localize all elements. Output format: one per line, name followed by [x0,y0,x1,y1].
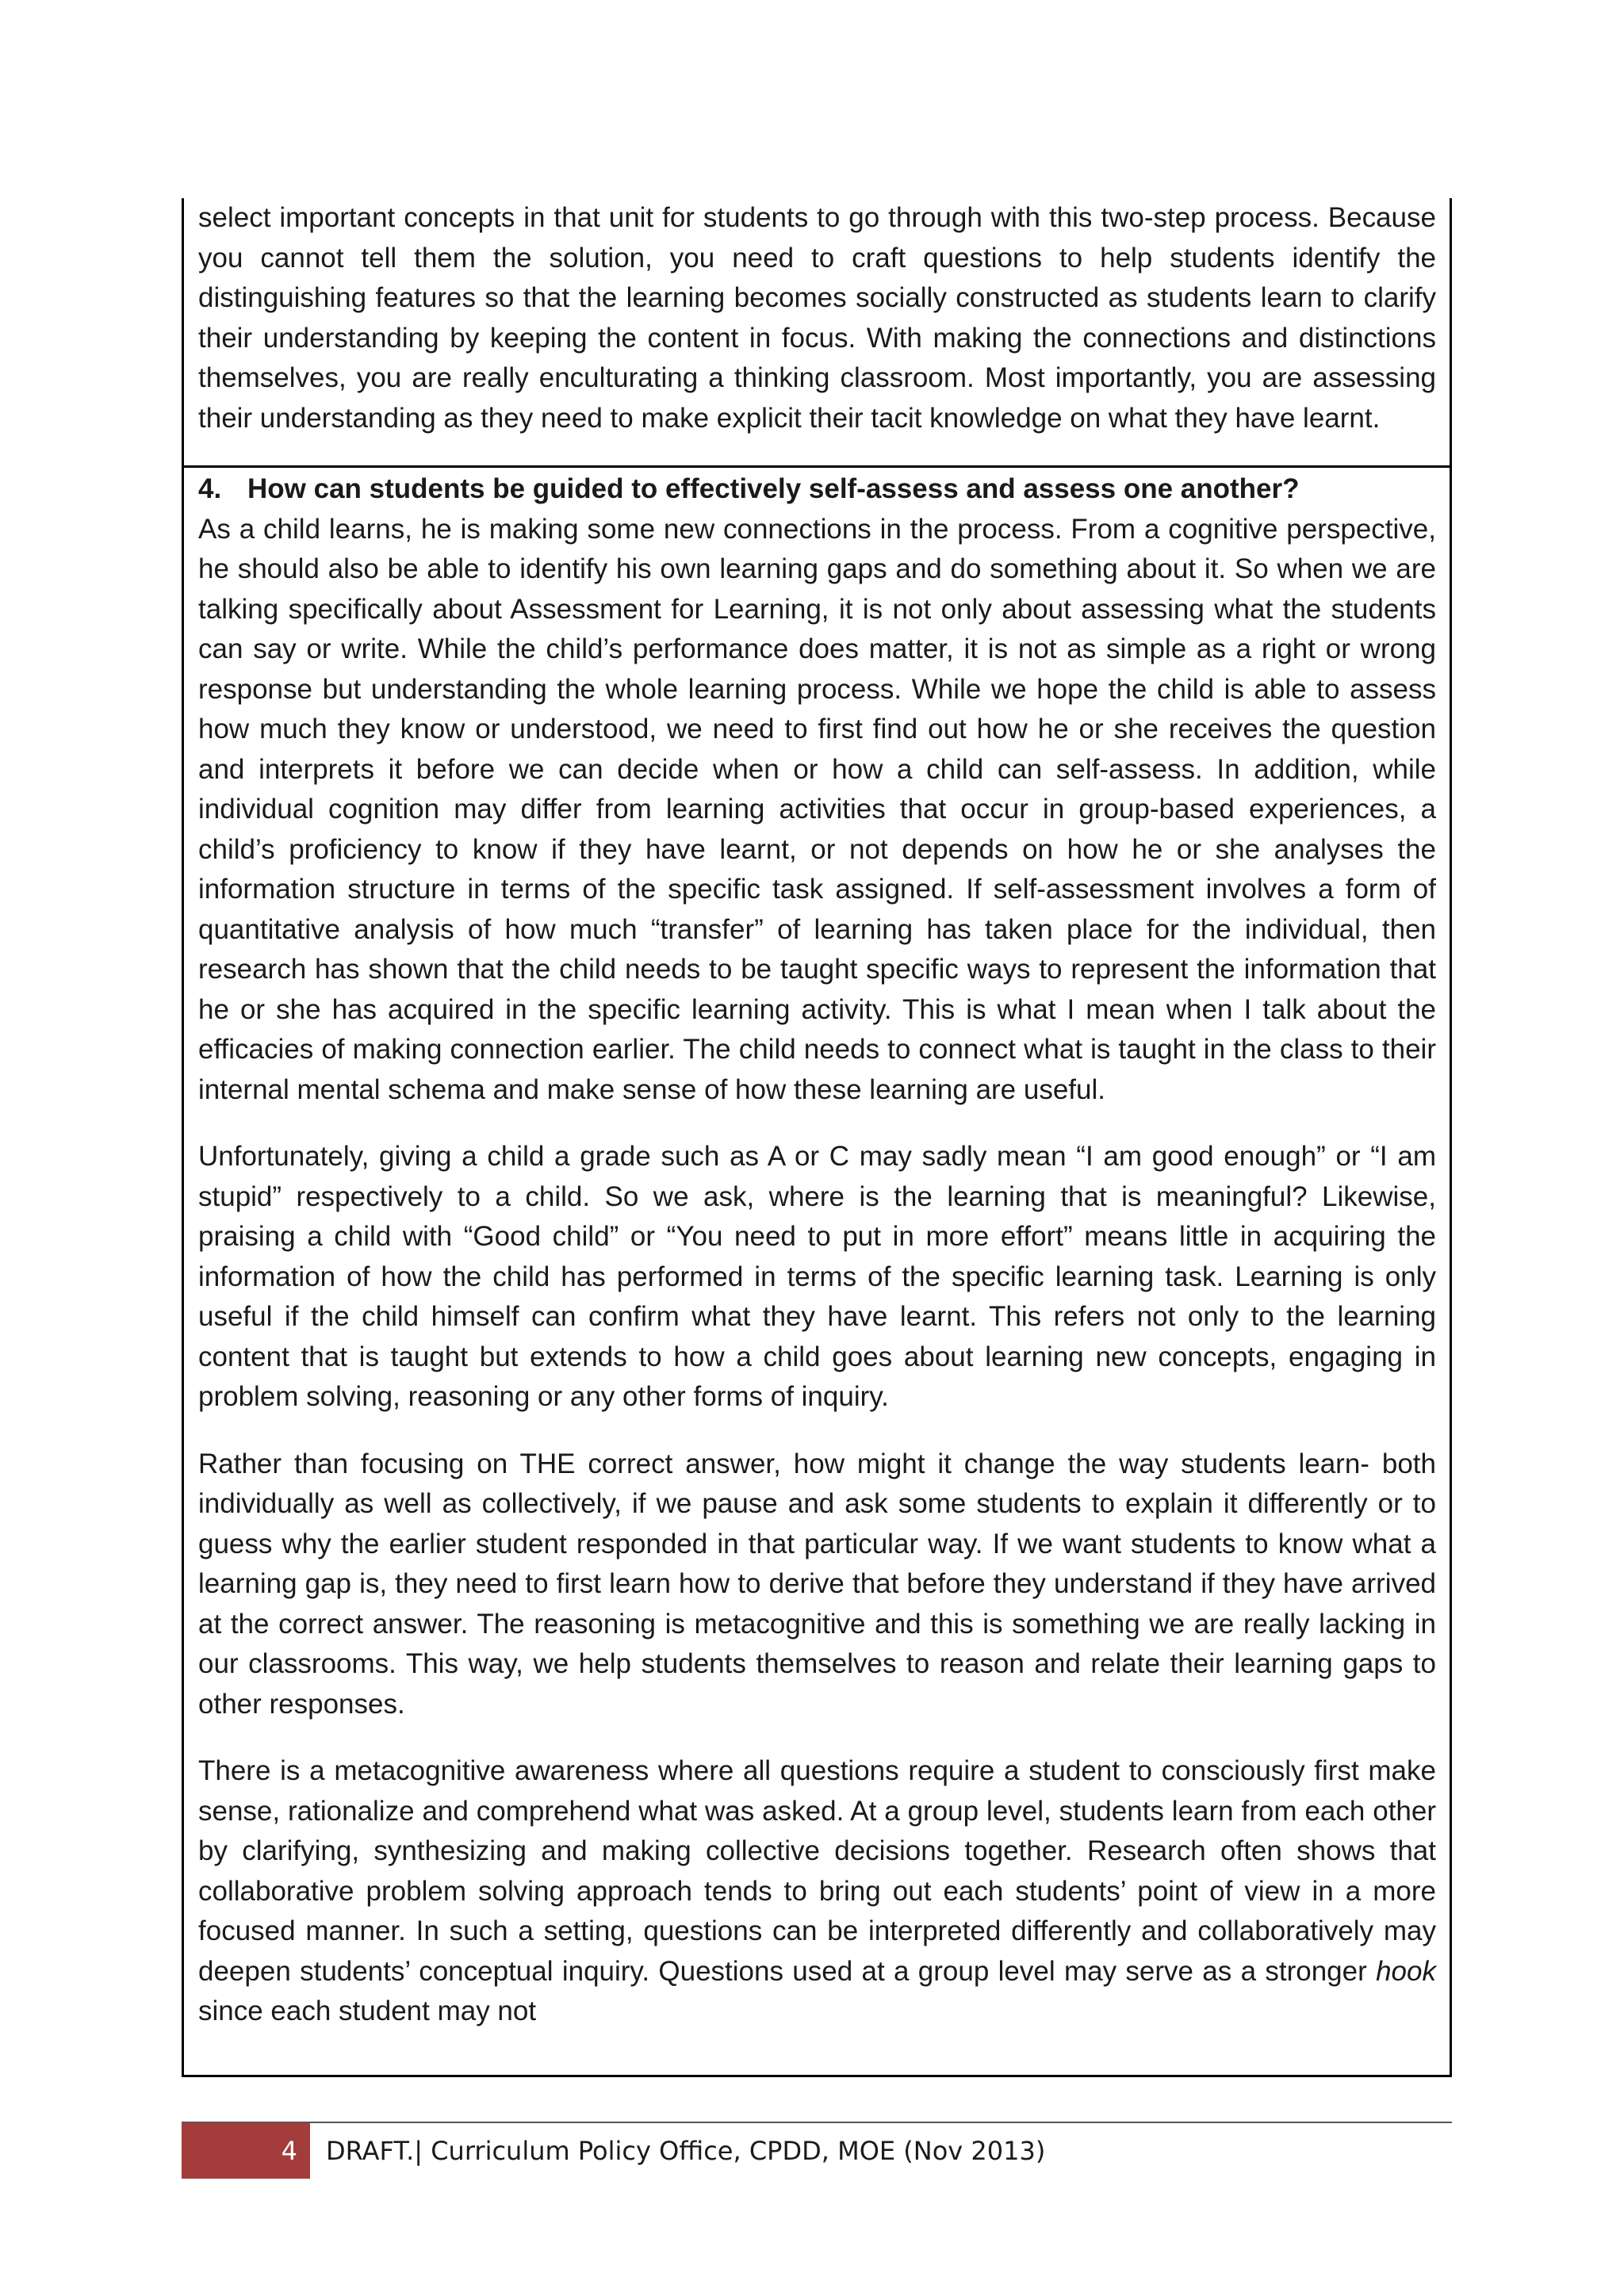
question-number: 4. [198,473,222,504]
page-footer [182,2122,1452,2179]
document-body [182,198,1452,2077]
answer-paragraph-1: As a child learns, he is making some new connections in the process. From a cognitive perspective, he should also be able to identify his own learning gaps and do something about it. So when we are talking specifically about Assessment for Learning, it is not only about assessing what the students can say or write. While the child’s performance does matter, it is not as simple as a right or wrong response but understanding the whole learning process. While we hope the child is able to assess how much they know or understood, we need to first find out how he or she receives the question and interprets it before we can decide when or how a child can self-assess. In addition, while individual cognition may differ from learning activities that occur in group-based experiences, a child’s proficiency to know if they have learnt, or not depends on how he or she analyses the information structure in terms of the specific task assigned. If self-assessment involves a form of quantitative analysis of how much “transfer” of learning has taken place for the individual, then research has shown that the child needs to be taught specific ways to represent the information that he or she has acquired in the specific learning activity. This is what I mean when I talk about the efficacies of making connection earlier. The child needs to connect what is taught in the class to their internal mental schema and make sense of how these learning are useful. [198,513,1436,1105]
page-number: 4 [182,2123,310,2179]
question-4-cell [182,468,1452,2077]
paragraph-4-text-a: There is a metacognitive awareness where all questions require a student to consciously first make sense, rationalize and comprehend what was asked. At a group level, students learn from each other by clarifying, synthesizing and making collective decisions together. Research often shows that collaborative problem solving approach tends to bring out each students’ point of view in a more focused manner. In such a setting, questions can be interpreted differently and collaboratively may deepen students’ conceptual inquiry. Questions used at a group level may serve as a stronger [198,1755,1436,1987]
footer-text: DRAFT.| Curriculum Policy Office, CPDD, MOE (Nov 2013) [326,2136,1046,2166]
answer-paragraph-3: Rather than focusing on THE correct answer, how might it change the way students learn- both individually as well as collectively, if we pause and ask some students to explain it differently or to guess why the earlier student responded in that particular way. If we want students to know what a learning gap is, they need to first learn how to derive that before they understand if they have arrived at the correct answer. The reasoning is metacognitive and this is something we are really lacking in our classrooms. This way, we help students themselves to reason and relate their learning gaps to other responses. [198,1448,1436,1720]
continued-answer-cell [182,198,1452,468]
answer-paragraph-4 [198,1751,1436,2032]
continued-paragraph: select important concepts in that unit for students to go through with this two-step process. Because you cannot tell them the solution, you need to craft questions to help students identify the distinguishing features so that the learning becomes socially constructed as students learn to clarify their understanding by keeping the content in focus. With making the connections and distinctions themselves, you are really enculturating a thinking classroom. Most importantly, you are assessing their understanding as they need to make explicit their tacit knowledge on what they have learnt. [198,202,1436,434]
paragraph-4-text-b: since each student may not [198,1996,537,2026]
answer-paragraph-2: Unfortunately, giving a child a grade such as A or C may sadly mean “I am good enough” or “I am stupid” respectively to a child. So we ask, where is the learning that is meaningful? Likewise, praising a child with “Good child” or “You need to put in more effort” means little in acquiring the information of how the child has performed in terms of the specific learning task. Learning is only useful if the child himself can confirm what they have learnt. This refers not only to the learning content that is taught but extends to how a child goes about learning new concepts, engaging in problem solving, reasoning or any other forms of inquiry. [198,1141,1436,1412]
question-text: How can students be guided to effectively self-assess and assess one another? [247,473,1300,504]
question-heading [198,469,1436,510]
emphasis-hook: hook [1376,1955,1436,1987]
